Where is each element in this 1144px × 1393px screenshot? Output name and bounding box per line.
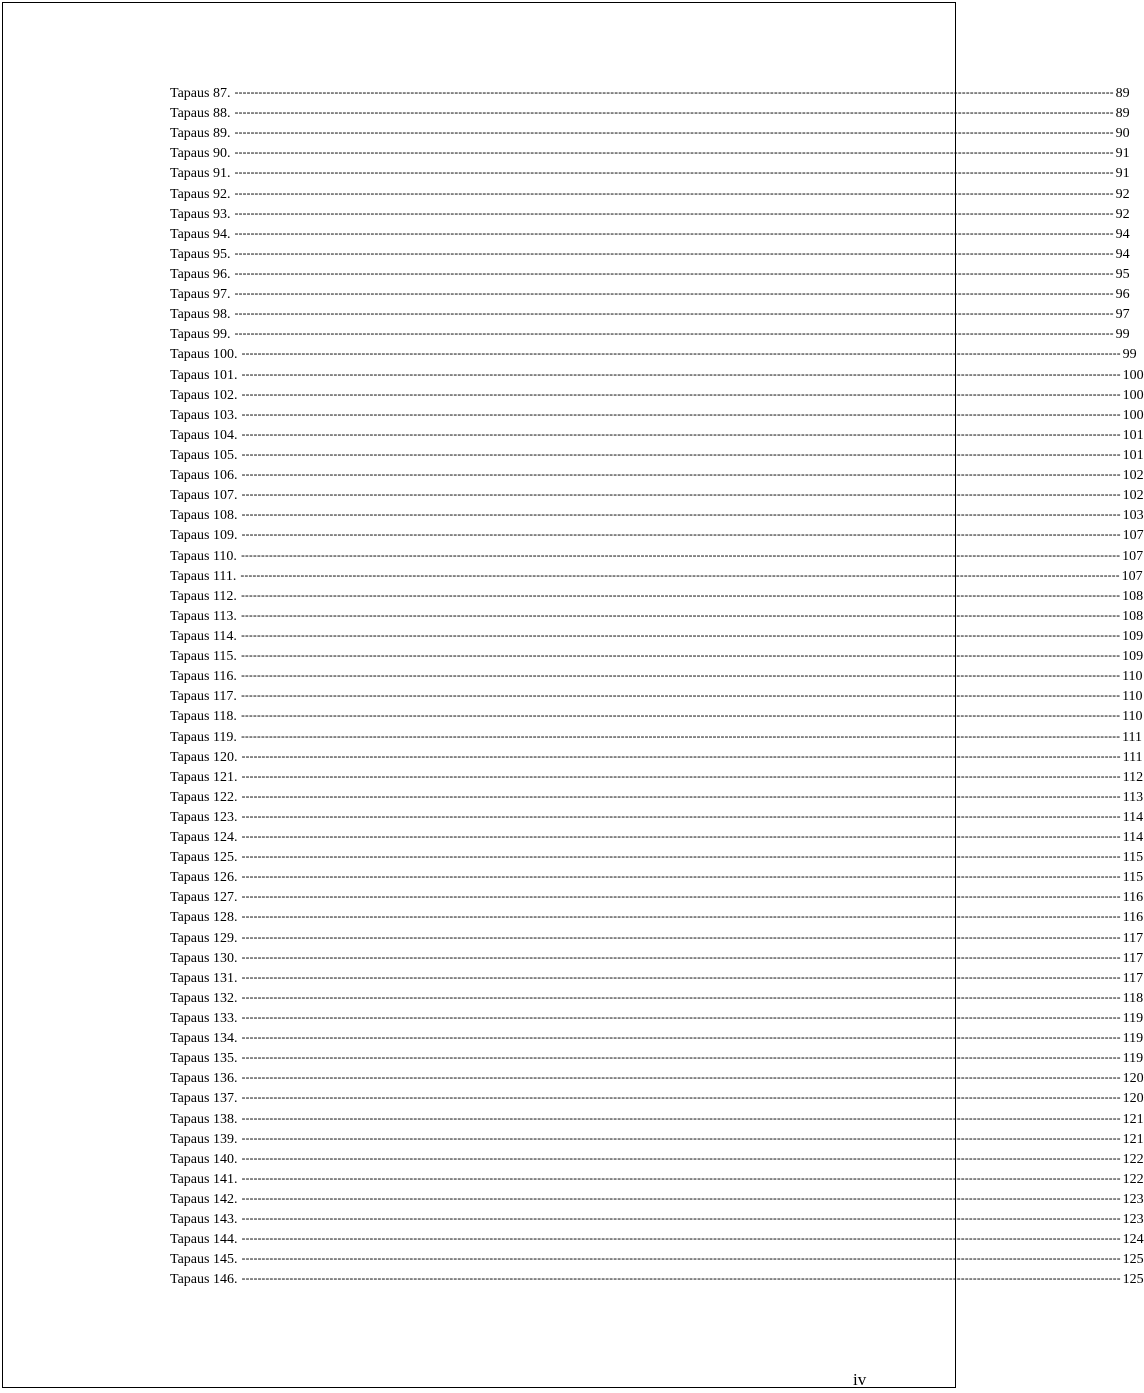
toc-entry-label: Tapaus 109. (170, 528, 238, 544)
toc-entry[interactable] (170, 586, 1144, 606)
toc-entry[interactable] (170, 1189, 1144, 1209)
toc-entry-page: 111 (1122, 729, 1143, 745)
toc-entry-page: 125 (1122, 1252, 1144, 1268)
toc-entry[interactable] (170, 968, 1144, 988)
toc-entry[interactable] (170, 1129, 1144, 1149)
toc-entry-label: Tapaus 125. (170, 850, 238, 866)
toc-entry-label: Tapaus 140. (170, 1151, 238, 1167)
toc-entry-page: 107 (1122, 528, 1144, 544)
toc-leader-dashes: ---------------------------------------------------------------------------------------------------------------------------------------------------------------------------------------------------------------------------- (241, 1130, 1121, 1145)
toc-entry-page: 97 (1115, 307, 1130, 323)
toc-entry[interactable] (170, 1169, 1144, 1189)
toc-entry-label: Tapaus 89. (170, 126, 231, 142)
toc-entry-label: Tapaus 135. (170, 1051, 238, 1067)
toc-entry-label: Tapaus 106. (170, 468, 238, 484)
toc-entry-label: Tapaus 88. (170, 106, 231, 122)
toc-leader-dashes: ---------------------------------------------------------------------------------------------------------------------------------------------------------------------------------------------------------------------------- (241, 386, 1121, 401)
toc-entry[interactable] (170, 1088, 1144, 1108)
toc-entry-page: 90 (1115, 126, 1130, 142)
toc-entry-label: Tapaus 111. (170, 568, 237, 584)
toc-entry[interactable] (170, 184, 1130, 204)
toc-leader-dashes: ---------------------------------------------------------------------------------------------------------------------------------------------------------------------------------------------------------------------------- (234, 105, 1114, 120)
toc-entry-page: 117 (1122, 950, 1144, 966)
toc-leader-dashes: ---------------------------------------------------------------------------------------------------------------------------------------------------------------------------------------------------------------------------- (241, 869, 1121, 884)
toc-entry-label: Tapaus 131. (170, 970, 238, 986)
toc-leader-dashes: ---------------------------------------------------------------------------------------------------------------------------------------------------------------------------------------------------------------------------- (241, 1110, 1121, 1125)
toc-entry-label: Tapaus 132. (170, 990, 238, 1006)
toc-entry[interactable] (170, 928, 1144, 948)
toc-leader-dashes: ---------------------------------------------------------------------------------------------------------------------------------------------------------------------------------------------------------------------------- (241, 829, 1121, 844)
toc-entry-label: Tapaus 104. (170, 427, 238, 443)
toc-leader-dashes: ---------------------------------------------------------------------------------------------------------------------------------------------------------------------------------------------------------------------------- (240, 728, 1121, 743)
toc-entry[interactable] (170, 546, 1144, 566)
table-of-contents (170, 83, 1144, 1290)
toc-entry[interactable] (170, 525, 1144, 545)
toc-entry[interactable] (170, 706, 1143, 726)
toc-entry[interactable] (170, 485, 1144, 505)
toc-entry-page: 125 (1122, 1272, 1144, 1288)
toc-entry-label: Tapaus 121. (170, 769, 238, 785)
toc-leader-dashes: ---------------------------------------------------------------------------------------------------------------------------------------------------------------------------------------------------------------------------- (241, 909, 1121, 924)
toc-entry-page: 123 (1122, 1212, 1144, 1228)
toc-entry-label: Tapaus 122. (170, 789, 238, 805)
toc-entry-page: 100 (1122, 387, 1144, 403)
toc-entry-page: 115 (1122, 870, 1144, 886)
toc-leader-dashes: ---------------------------------------------------------------------------------------------------------------------------------------------------------------------------------------------------------------------------- (241, 467, 1121, 482)
toc-entry-page: 124 (1122, 1232, 1144, 1248)
toc-entry[interactable] (170, 344, 1137, 364)
toc-entry-label: Tapaus 99. (170, 327, 231, 343)
toc-leader-dashes: ---------------------------------------------------------------------------------------------------------------------------------------------------------------------------------------------------------------------------- (234, 145, 1114, 160)
toc-leader-dashes: ---------------------------------------------------------------------------------------------------------------------------------------------------------------------------------------------------------------------------- (241, 527, 1121, 542)
toc-leader-dashes: ---------------------------------------------------------------------------------------------------------------------------------------------------------------------------------------------------------------------------- (241, 1170, 1121, 1185)
toc-entry[interactable] (170, 405, 1144, 425)
toc-entry[interactable] (170, 1109, 1144, 1129)
page-number: iv (853, 1370, 867, 1389)
toc-entry-label: Tapaus 103. (170, 407, 238, 423)
toc-entry-label: Tapaus 130. (170, 950, 238, 966)
toc-entry-label: Tapaus 142. (170, 1192, 238, 1208)
toc-entry-label: Tapaus 129. (170, 930, 238, 946)
toc-entry[interactable] (170, 948, 1144, 968)
toc-entry-label: Tapaus 95. (170, 246, 231, 262)
toc-leader-dashes: ---------------------------------------------------------------------------------------------------------------------------------------------------------------------------------------------------------------------------- (240, 627, 1121, 642)
toc-leader-dashes: ---------------------------------------------------------------------------------------------------------------------------------------------------------------------------------------------------------------------------- (241, 1191, 1121, 1206)
toc-leader-dashes: ---------------------------------------------------------------------------------------------------------------------------------------------------------------------------------------------------------------------------- (234, 185, 1114, 200)
toc-entry[interactable] (170, 646, 1144, 666)
toc-entry[interactable] (170, 505, 1144, 525)
toc-entry-label: Tapaus 113. (170, 608, 237, 624)
toc-entry-label: Tapaus 119. (170, 729, 237, 745)
toc-leader-dashes: ---------------------------------------------------------------------------------------------------------------------------------------------------------------------------------------------------------------------------- (241, 446, 1121, 461)
toc-entry-page: 116 (1122, 890, 1144, 906)
toc-entry-page: 110 (1122, 709, 1143, 725)
toc-entry-page: 100 (1122, 407, 1144, 423)
toc-entry-label: Tapaus 123. (170, 809, 238, 825)
toc-entry[interactable] (170, 727, 1143, 747)
toc-entry-page: 92 (1115, 186, 1130, 202)
toc-entry[interactable] (170, 1209, 1144, 1229)
toc-entry-page: 107 (1122, 548, 1144, 564)
toc-entry-page: 96 (1115, 287, 1130, 303)
toc-entry-label: Tapaus 93. (170, 206, 231, 222)
toc-entry[interactable] (170, 264, 1130, 284)
toc-leader-dashes: ---------------------------------------------------------------------------------------------------------------------------------------------------------------------------------------------------------------------------- (240, 607, 1121, 622)
toc-entry-label: Tapaus 108. (170, 508, 238, 524)
toc-leader-dashes: ---------------------------------------------------------------------------------------------------------------------------------------------------------------------------------------------------------------------------- (234, 326, 1114, 341)
toc-leader-dashes: ---------------------------------------------------------------------------------------------------------------------------------------------------------------------------------------------------------------------------- (241, 487, 1121, 502)
toc-leader-dashes: ---------------------------------------------------------------------------------------------------------------------------------------------------------------------------------------------------------------------------- (241, 889, 1121, 904)
toc-entry-label: Tapaus 117. (170, 689, 237, 705)
toc-entry[interactable] (170, 143, 1130, 163)
toc-leader-dashes: ---------------------------------------------------------------------------------------------------------------------------------------------------------------------------------------------------------------------------- (234, 265, 1114, 280)
toc-entry-label: Tapaus 143. (170, 1212, 238, 1228)
toc-entry-page: 120 (1122, 1091, 1144, 1107)
toc-entry-page: 115 (1122, 850, 1144, 866)
toc-entry[interactable] (170, 224, 1130, 244)
toc-entry-page: 119 (1122, 1051, 1144, 1067)
toc-leader-dashes: ---------------------------------------------------------------------------------------------------------------------------------------------------------------------------------------------------------------------------- (234, 85, 1114, 99)
toc-entry-label: Tapaus 120. (170, 749, 238, 765)
toc-entry-label: Tapaus 98. (170, 307, 231, 323)
toc-entry[interactable] (170, 787, 1144, 807)
toc-leader-dashes: ---------------------------------------------------------------------------------------------------------------------------------------------------------------------------------------------------------------------------- (241, 969, 1121, 984)
toc-entry-label: Tapaus 100. (170, 347, 238, 363)
toc-entry-page: 113 (1122, 789, 1144, 805)
toc-entry-page: 122 (1122, 1171, 1144, 1187)
toc-entry[interactable] (170, 83, 1130, 103)
toc-entry-label: Tapaus 115. (170, 649, 237, 665)
toc-leader-dashes: ---------------------------------------------------------------------------------------------------------------------------------------------------------------------------------------------------------------------------- (241, 1030, 1121, 1045)
toc-entry-label: Tapaus 138. (170, 1111, 238, 1127)
toc-leader-dashes: ---------------------------------------------------------------------------------------------------------------------------------------------------------------------------------------------------------------------------- (240, 648, 1121, 663)
toc-entry-page: 117 (1122, 970, 1144, 986)
toc-entry[interactable] (170, 747, 1143, 767)
toc-entry[interactable] (170, 1249, 1144, 1269)
toc-leader-dashes: ---------------------------------------------------------------------------------------------------------------------------------------------------------------------------------------------------------------------------- (240, 587, 1121, 602)
toc-leader-dashes: ---------------------------------------------------------------------------------------------------------------------------------------------------------------------------------------------------------------------------- (240, 567, 1120, 582)
toc-entry-page: 123 (1122, 1192, 1144, 1208)
toc-entry[interactable] (170, 244, 1130, 264)
toc-entry[interactable] (170, 365, 1144, 385)
toc-entry[interactable] (170, 606, 1144, 626)
toc-entry-label: Tapaus 94. (170, 226, 231, 242)
toc-entry-page: 114 (1122, 830, 1144, 846)
toc-entry[interactable] (170, 123, 1130, 143)
toc-entry-page: 108 (1122, 608, 1144, 624)
toc-entry-page: 95 (1115, 266, 1130, 282)
toc-entry-page: 119 (1122, 1031, 1144, 1047)
toc-entry-page: 103 (1122, 508, 1144, 524)
toc-entry-page: 102 (1122, 488, 1144, 504)
toc-entry-page: 102 (1122, 468, 1144, 484)
toc-entry[interactable] (170, 1269, 1144, 1289)
toc-leader-dashes: ---------------------------------------------------------------------------------------------------------------------------------------------------------------------------------------------------------------------------- (241, 849, 1121, 864)
toc-entry-label: Tapaus 133. (170, 1011, 238, 1027)
toc-entry-label: Tapaus 114. (170, 628, 237, 644)
toc-entry-page: 107 (1121, 568, 1143, 584)
toc-entry-page: 101 (1122, 447, 1144, 463)
toc-entry[interactable] (170, 666, 1143, 686)
toc-entry-page: 116 (1122, 910, 1144, 926)
toc-leader-dashes: ---------------------------------------------------------------------------------------------------------------------------------------------------------------------------------------------------------------------------- (234, 306, 1114, 321)
toc-entry[interactable] (170, 686, 1143, 706)
toc-entry-label: Tapaus 96. (170, 266, 231, 282)
toc-leader-dashes: ---------------------------------------------------------------------------------------------------------------------------------------------------------------------------------------------------------------------------- (241, 748, 1121, 763)
toc-entry-page: 120 (1122, 1071, 1144, 1087)
toc-entry[interactable] (170, 566, 1143, 586)
toc-entry-page: 100 (1122, 367, 1144, 383)
toc-leader-dashes: ---------------------------------------------------------------------------------------------------------------------------------------------------------------------------------------------------------------------------- (234, 245, 1114, 260)
toc-leader-dashes: ---------------------------------------------------------------------------------------------------------------------------------------------------------------------------------------------------------------------------- (241, 949, 1121, 964)
toc-entry[interactable] (170, 103, 1130, 123)
toc-leader-dashes: ---------------------------------------------------------------------------------------------------------------------------------------------------------------------------------------------------------------------------- (234, 286, 1114, 301)
toc-entry-label: Tapaus 90. (170, 146, 231, 162)
toc-leader-dashes: ---------------------------------------------------------------------------------------------------------------------------------------------------------------------------------------------------------------------------- (241, 808, 1121, 823)
toc-entry[interactable] (170, 867, 1144, 887)
toc-entry-page: 94 (1115, 226, 1130, 242)
toc-leader-dashes: ---------------------------------------------------------------------------------------------------------------------------------------------------------------------------------------------------------------------------- (240, 688, 1121, 703)
toc-entry[interactable] (170, 907, 1144, 927)
toc-entry-page: 99 (1122, 347, 1137, 363)
toc-leader-dashes: ---------------------------------------------------------------------------------------------------------------------------------------------------------------------------------------------------------------------------- (234, 225, 1114, 240)
toc-entry[interactable] (170, 1149, 1144, 1169)
toc-entry-label: Tapaus 124. (170, 830, 238, 846)
toc-leader-dashes: ---------------------------------------------------------------------------------------------------------------------------------------------------------------------------------------------------------------------------- (240, 708, 1121, 723)
toc-entry[interactable] (170, 204, 1130, 224)
toc-leader-dashes: ---------------------------------------------------------------------------------------------------------------------------------------------------------------------------------------------------------------------------- (234, 125, 1114, 140)
toc-entry-label: Tapaus 128. (170, 910, 238, 926)
toc-entry-page: 94 (1115, 246, 1130, 262)
toc-entry-label: Tapaus 116. (170, 669, 237, 685)
toc-entry-page: 117 (1122, 930, 1144, 946)
toc-leader-dashes: ---------------------------------------------------------------------------------------------------------------------------------------------------------------------------------------------------------------------------- (241, 426, 1121, 441)
toc-leader-dashes: ---------------------------------------------------------------------------------------------------------------------------------------------------------------------------------------------------------------------------- (240, 668, 1121, 683)
toc-entry-page: 110 (1122, 689, 1143, 705)
toc-entry-label: Tapaus 134. (170, 1031, 238, 1047)
toc-leader-dashes: ---------------------------------------------------------------------------------------------------------------------------------------------------------------------------------------------------------------------------- (241, 1211, 1121, 1226)
toc-entry-label: Tapaus 102. (170, 387, 238, 403)
toc-entry-label: Tapaus 139. (170, 1131, 238, 1147)
toc-entry-label: Tapaus 101. (170, 367, 238, 383)
toc-entry[interactable] (170, 1008, 1144, 1028)
toc-entry-label: Tapaus 92. (170, 186, 231, 202)
toc-entry[interactable] (170, 445, 1144, 465)
toc-leader-dashes: ---------------------------------------------------------------------------------------------------------------------------------------------------------------------------------------------------------------------------- (241, 1070, 1121, 1085)
toc-leader-dashes: ---------------------------------------------------------------------------------------------------------------------------------------------------------------------------------------------------------------------------- (240, 547, 1121, 562)
toc-entry-label: Tapaus 145. (170, 1252, 238, 1268)
toc-entry[interactable] (170, 304, 1130, 324)
toc-entry[interactable] (170, 626, 1144, 646)
toc-leader-dashes: ---------------------------------------------------------------------------------------------------------------------------------------------------------------------------------------------------------------------------- (234, 165, 1114, 180)
toc-leader-dashes: ---------------------------------------------------------------------------------------------------------------------------------------------------------------------------------------------------------------------------- (241, 1271, 1121, 1286)
toc-entry-page: 101 (1122, 427, 1144, 443)
toc-entry-page: 92 (1115, 206, 1130, 222)
toc-entry[interactable] (170, 425, 1144, 445)
toc-entry[interactable] (170, 385, 1144, 405)
toc-entry-page: 119 (1122, 1011, 1144, 1027)
toc-entry-page: 118 (1122, 990, 1144, 1006)
toc-entry[interactable] (170, 163, 1130, 183)
toc-leader-dashes: ---------------------------------------------------------------------------------------------------------------------------------------------------------------------------------------------------------------------------- (241, 1050, 1121, 1065)
toc-entry-label: Tapaus 107. (170, 488, 238, 504)
toc-entry[interactable] (170, 847, 1144, 867)
toc-leader-dashes: ---------------------------------------------------------------------------------------------------------------------------------------------------------------------------------------------------------------------------- (241, 1010, 1121, 1025)
toc-entry-page: 108 (1122, 588, 1144, 604)
toc-leader-dashes: ---------------------------------------------------------------------------------------------------------------------------------------------------------------------------------------------------------------------------- (241, 1231, 1121, 1246)
toc-entry-label: Tapaus 141. (170, 1171, 238, 1187)
toc-leader-dashes: ---------------------------------------------------------------------------------------------------------------------------------------------------------------------------------------------------------------------------- (234, 205, 1114, 220)
toc-entry-page: 121 (1122, 1111, 1144, 1127)
toc-leader-dashes: ---------------------------------------------------------------------------------------------------------------------------------------------------------------------------------------------------------------------------- (241, 768, 1121, 783)
toc-leader-dashes: ---------------------------------------------------------------------------------------------------------------------------------------------------------------------------------------------------------------------------- (241, 1251, 1121, 1266)
toc-leader-dashes: ---------------------------------------------------------------------------------------------------------------------------------------------------------------------------------------------------------------------------- (241, 1090, 1121, 1105)
toc-entry-label: Tapaus 118. (170, 709, 237, 725)
toc-leader-dashes: ---------------------------------------------------------------------------------------------------------------------------------------------------------------------------------------------------------------------------- (241, 929, 1121, 944)
toc-entry[interactable] (170, 887, 1144, 907)
toc-entry[interactable] (170, 465, 1144, 485)
toc-entry-label: Tapaus 127. (170, 890, 238, 906)
toc-entry-page: 112 (1122, 769, 1144, 785)
toc-entry-page: 91 (1115, 146, 1130, 162)
toc-entry-page: 89 (1115, 86, 1130, 101)
toc-entry-label: Tapaus 97. (170, 287, 231, 303)
toc-entry[interactable] (170, 1229, 1144, 1249)
toc-entry-page: 109 (1122, 649, 1144, 665)
toc-entry-label: Tapaus 136. (170, 1071, 238, 1087)
toc-entry-page: 114 (1122, 809, 1144, 825)
toc-entry-label: Tapaus 137. (170, 1091, 238, 1107)
toc-leader-dashes: ---------------------------------------------------------------------------------------------------------------------------------------------------------------------------------------------------------------------------- (241, 406, 1121, 421)
toc-entry[interactable] (170, 324, 1130, 344)
toc-entry-label: Tapaus 146. (170, 1272, 238, 1288)
toc-entry[interactable] (170, 284, 1130, 304)
toc-entry[interactable] (170, 827, 1144, 847)
toc-entry-page: 109 (1122, 628, 1144, 644)
toc-entry-page: 122 (1122, 1151, 1144, 1167)
toc-entry[interactable] (170, 1028, 1144, 1048)
toc-entry[interactable] (170, 988, 1144, 1008)
toc-leader-dashes: ---------------------------------------------------------------------------------------------------------------------------------------------------------------------------------------------------------------------------- (241, 788, 1121, 803)
toc-entry[interactable] (170, 807, 1144, 827)
toc-entry-label: Tapaus 144. (170, 1232, 238, 1248)
toc-entry-label: Tapaus 87. (170, 86, 231, 101)
toc-entry-label: Tapaus 110. (170, 548, 237, 564)
toc-entry-page: 89 (1115, 106, 1130, 122)
toc-entry-label: Tapaus 105. (170, 447, 238, 463)
toc-leader-dashes: ---------------------------------------------------------------------------------------------------------------------------------------------------------------------------------------------------------------------------- (241, 1150, 1121, 1165)
toc-entry-page: 121 (1122, 1131, 1144, 1147)
toc-leader-dashes: ---------------------------------------------------------------------------------------------------------------------------------------------------------------------------------------------------------------------------- (241, 989, 1121, 1004)
toc-entry-label: Tapaus 91. (170, 166, 231, 182)
toc-entry[interactable] (170, 1068, 1144, 1088)
toc-entry-label: Tapaus 126. (170, 870, 238, 886)
toc-entry-page: 111 (1122, 749, 1143, 765)
toc-leader-dashes: ---------------------------------------------------------------------------------------------------------------------------------------------------------------------------------------------------------------------------- (241, 366, 1121, 381)
toc-entry[interactable] (170, 1048, 1144, 1068)
toc-entry-page: 91 (1115, 166, 1130, 182)
toc-entry-page: 110 (1122, 669, 1143, 685)
toc-leader-dashes: ---------------------------------------------------------------------------------------------------------------------------------------------------------------------------------------------------------------------------- (241, 346, 1121, 361)
toc-entry-page: 99 (1115, 327, 1130, 343)
toc-entry-label: Tapaus 112. (170, 588, 237, 604)
toc-leader-dashes: ---------------------------------------------------------------------------------------------------------------------------------------------------------------------------------------------------------------------------- (241, 507, 1121, 522)
toc-entry[interactable] (170, 767, 1144, 787)
